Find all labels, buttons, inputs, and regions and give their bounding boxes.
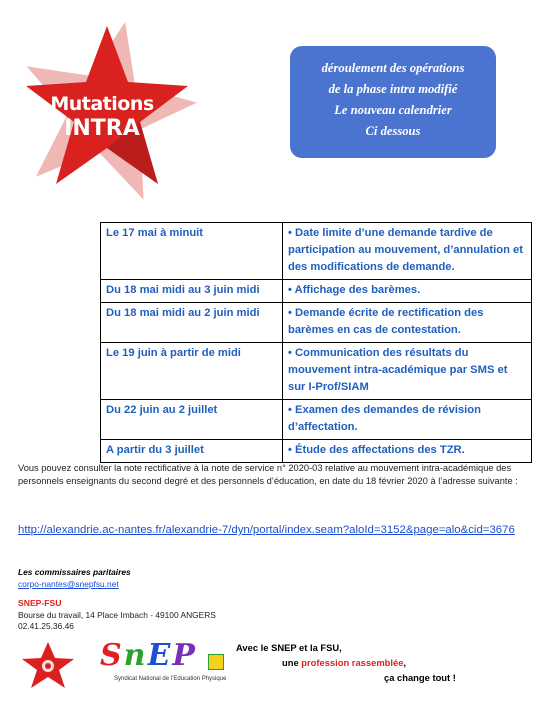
table-row	[101, 223, 532, 280]
event-cell: • Étude des affectations des TZR.	[283, 440, 532, 463]
snep-subtitle: Syndicat National de l’Education Physique	[114, 676, 227, 682]
date-cell: Du 22 juin au 2 juillet	[101, 400, 283, 440]
fsu-logo-icon	[20, 640, 76, 690]
slogan-line2-c: ,	[403, 657, 407, 668]
org-address	[18, 610, 216, 632]
badge-line1: Mutations	[50, 93, 154, 115]
slogan-line1: Avec le SNEP et la FSU,	[236, 642, 342, 653]
slogan-line3: ça change tout !	[384, 672, 456, 683]
snep-logo-letters: SnEP	[100, 638, 197, 673]
date-cell: Le 17 mai à minuit	[101, 223, 283, 280]
event-cell: • Communication des résultats du mouvement intra-académique par SMS et sur I-Prof/SIAM	[283, 343, 532, 400]
notice-line4: Ci dessous	[365, 124, 421, 138]
event-cell: • Affichage des barèmes.	[283, 280, 532, 303]
table-row	[101, 280, 532, 303]
address-line: Bourse du travail, 14 Place Imbach - 49100 ANGERS	[18, 610, 216, 620]
snep-logo	[100, 640, 230, 686]
badge-title	[42, 94, 162, 141]
table-row	[101, 303, 532, 343]
phone-line: 02.41.25.36.46	[18, 621, 74, 631]
badge-line2: INTRA	[64, 115, 140, 141]
date-cell: Du 18 mai midi au 3 juin midi	[101, 280, 283, 303]
info-paragraph: Vous pouvez consulter la note rectificative à la note de service n° 2020-03 relative au mouvement intra-académique des personnels enseignants du second degré et des personnels d’éducation, en date du 18 février 2020 à l’adresse suivante :	[18, 463, 518, 486]
slogan-line2-a: une	[282, 657, 302, 668]
slogan-line2	[236, 655, 476, 670]
date-cell: A partir du 3 juillet	[101, 440, 283, 463]
slogan-highlight: profession rassemblée	[301, 657, 404, 668]
calendar-table	[100, 222, 532, 463]
table-row	[101, 343, 532, 400]
event-cell: • Examen des demandes de révision d’affectation.	[283, 400, 532, 440]
snep-logo-text	[100, 638, 197, 673]
notice-line1: déroulement des opérations	[321, 61, 465, 75]
fsu-star-logo	[20, 640, 76, 690]
alexandrie-link[interactable]: http://alexandrie.ac-nantes.fr/alexandrie-7/dyn/portal/index.seam?aloId=3152&page=alo&cid=3676	[18, 524, 515, 536]
date-cell: Le 19 juin à partir de midi	[101, 343, 283, 400]
date-cell: Du 18 mai midi au 2 juin midi	[101, 303, 283, 343]
notice-line3: Le nouveau calendrier	[334, 103, 452, 117]
table-row	[101, 400, 532, 440]
notice-line2: de la phase intra modifié	[328, 82, 458, 96]
slogan	[236, 640, 476, 685]
contact-email-link[interactable]: corpo-nantes@snepfsu.net	[18, 579, 119, 589]
event-cell: • Demande écrite de rectification des barèmes en cas de contestation.	[283, 303, 532, 343]
event-cell: • Date limite d’une demande tardive de participation au mouvement, d’annulation et des modifications de demande.	[283, 223, 532, 280]
table-row	[101, 440, 532, 463]
snep-flag-icon	[208, 654, 224, 670]
calendar-notice	[290, 46, 496, 158]
mutations-intra-badge	[12, 12, 202, 202]
commissaires-label: Les commissaires paritaires	[18, 567, 131, 577]
org-name: SNEP-FSU	[18, 598, 62, 608]
